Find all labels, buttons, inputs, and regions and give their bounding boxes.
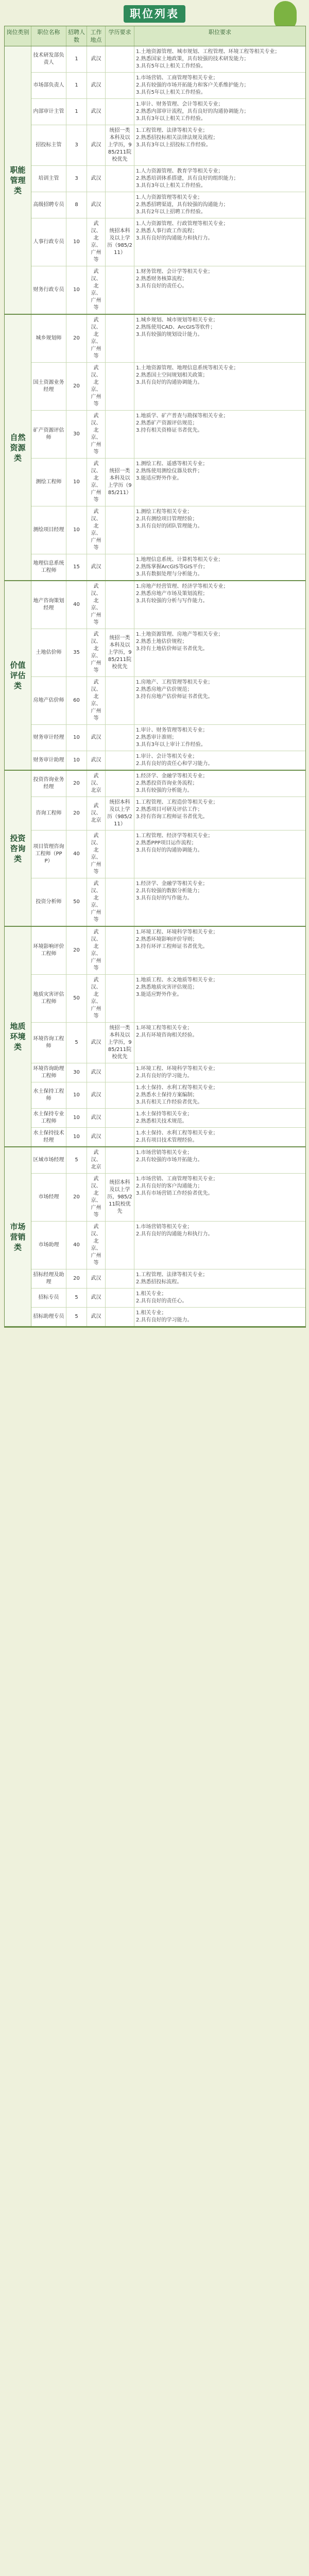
hire-count: 1 [66, 99, 87, 125]
work-location: 武汉、北京、广州等 [87, 1222, 106, 1269]
work-location: 武汉 [87, 725, 106, 751]
position-requirements: 1.环境工程、环境科学等相关专业； 2.具有良好的学习能力。 [136, 1066, 218, 1079]
table-row [31, 166, 305, 192]
education-requirement [106, 831, 134, 878]
hire-count: 8 [66, 192, 87, 218]
hire-count: 10 [66, 1082, 87, 1108]
hire-count: 10 [66, 459, 87, 506]
position-requirements: 1.水土保持、水利工程等相关专业； 2.熟悉水土保持方案编制； 3.具有相关工作经验者优先。 [136, 1085, 218, 1105]
education-requirement: 统招一类本科及以上学历，985/211院校优先 [106, 629, 134, 676]
work-location: 武汉、北京、广州等 [87, 975, 106, 1022]
table-row [31, 751, 305, 770]
position-requirements: 1.审计、财务管理、会计等相关专业； 2.熟悉内部审计流程，具有良好的沟通协调能力； 3.具有3年以上相关工作经验。 [136, 101, 249, 122]
work-location: 武汉、北京、广州等 [87, 831, 106, 878]
table-row [31, 725, 305, 751]
category-rows [31, 46, 305, 314]
hire-count: 1 [66, 46, 87, 72]
position-name: 国土资源业务经理 [31, 363, 66, 410]
work-location: 武汉、北京、广州等 [87, 878, 106, 926]
education-requirement: 统招一类本科及以上学历，985/211院校优先 [106, 125, 134, 165]
table-row [31, 1174, 305, 1222]
education-requirement [106, 1128, 134, 1146]
position-requirements: 1.工程管理、经济学等相关专业； 2.熟悉PPP项目运作流程； 3.具有良好的沟通协调能力。 [136, 833, 213, 853]
category-name: 投资咨询类 [5, 771, 31, 926]
table-row [31, 218, 305, 266]
position-name: 市场部负责人 [31, 73, 66, 98]
work-location: 武汉、北京、广州等 [87, 677, 106, 724]
position-name: 地质灾害评估工程师 [31, 975, 66, 1022]
category-rows [31, 581, 305, 770]
hire-count: 20 [66, 1174, 87, 1221]
position-name: 环境咨询助理工程师 [31, 1063, 66, 1082]
education-requirement [106, 73, 134, 98]
work-location: 武汉、北京、广州等 [87, 266, 106, 314]
position-name: 环境影响评价工程师 [31, 927, 66, 974]
position-name: 咨询工程师 [31, 797, 66, 830]
work-location: 武汉 [87, 73, 106, 98]
position-name: 水土保持工程师 [31, 1082, 66, 1108]
category-name: 价值评估类 [5, 581, 31, 770]
hire-count: 40 [66, 831, 87, 878]
table-row [31, 46, 305, 73]
table-row [31, 629, 305, 677]
education-requirement [106, 1147, 134, 1173]
position-requirements: 1.相关专业； 2.具有良好的学习能力。 [136, 1310, 193, 1323]
table-row [31, 1308, 305, 1326]
position-name: 测绘工程师 [31, 459, 66, 506]
table-row [31, 878, 305, 926]
hire-count: 40 [66, 1222, 87, 1269]
hire-count: 20 [66, 797, 87, 830]
hire-count: 20 [66, 315, 87, 362]
position-name: 市场助理 [31, 1222, 66, 1269]
table-row [31, 975, 305, 1023]
work-location: 武汉、北京、广州等 [87, 581, 106, 629]
category-group [5, 46, 305, 315]
table-row [31, 771, 305, 797]
table-row [31, 1289, 305, 1308]
position-requirements: 1.土地资源管理、地理信息系统等相关专业； 2.熟悉国土空间规划相关政策； 3.具有良好的沟通协调能力。 [136, 365, 239, 385]
position-requirements: 1.测绘工程、遥感等相关专业； 2.熟练使用测绘仪器及软件； 3.能适应野外作业。 [136, 461, 208, 481]
table-row [31, 192, 305, 218]
table-row [31, 831, 305, 878]
position-requirements: 1.经济学、金融学等相关专业； 2.熟悉投资咨询业务流程； 3.具有较强的分析能力。 [136, 773, 208, 793]
position-name: 房地产估价师 [31, 677, 66, 724]
table-row [31, 315, 305, 363]
hire-count: 1 [66, 73, 87, 98]
category-group [5, 1147, 305, 1327]
category-rows [31, 315, 305, 580]
position-requirements: 1.工程管理、工程造价等相关专业； 2.熟悉项目可研及评估工作； 3.持有咨询工程师证书者优先。 [136, 800, 218, 820]
position-requirements: 1.工程管理、法律等相关专业； 2.熟悉招投标流程。 [136, 1272, 208, 1285]
position-name: 市场经理 [31, 1174, 66, 1221]
category-name: 地质环境类 [5, 927, 31, 1146]
education-requirement [106, 771, 134, 796]
position-name: 财务审计助理 [31, 751, 66, 770]
education-requirement [106, 751, 134, 770]
hire-count: 10 [66, 751, 87, 770]
table-row [31, 99, 305, 125]
education-requirement [106, 677, 134, 724]
hire-count: 10 [66, 266, 87, 314]
education-requirement [106, 975, 134, 1022]
hire-count: 20 [66, 363, 87, 410]
education-requirement [106, 1063, 134, 1082]
position-name: 投资分析师 [31, 878, 66, 926]
table-row [31, 1222, 305, 1269]
column-header: 招聘人数 [66, 26, 87, 46]
column-header: 岗位类别 [5, 26, 31, 46]
position-name: 地产咨询策划经理 [31, 581, 66, 629]
table-row [31, 1063, 305, 1082]
table-row [31, 797, 305, 831]
position-requirements: 1.地质学、矿产普查与勘探等相关专业； 2.熟悉矿产资源评估规范； 3.持有相关资格证书者优先。 [136, 413, 229, 433]
position-requirements: 1.城乡规划、城市规划等相关专业； 2.熟练使用CAD、ArcGIS等软件； 3.具有较强的规划设计能力。 [136, 317, 218, 337]
education-requirement [106, 166, 134, 192]
table-row [31, 1023, 305, 1063]
position-name: 技术研发部负责人 [31, 46, 66, 72]
education-requirement [106, 1222, 134, 1269]
position-name: 培训主管 [31, 166, 66, 192]
position-requirements: 1.地质工程、水文地质等相关专业； 2.熟悉地质灾害评估规范； 3.能适应野外作业。 [136, 977, 218, 997]
education-requirement [106, 878, 134, 926]
education-requirement [106, 411, 134, 458]
work-location: 武汉、北京、广州等 [87, 459, 106, 506]
table-row [31, 363, 305, 411]
category-group [5, 315, 305, 581]
position-requirements: 1.土地资源管理、房地产等相关专业； 2.熟悉土地估价规程； 3.持有土地估价师证书者优先。 [136, 632, 224, 652]
position-requirements: 1.人力资源管理等相关专业； 2.熟悉招聘渠道，具有较强的沟通能力； 3.具有2年以上招聘工作经验。 [136, 195, 229, 215]
work-location: 武汉 [87, 1128, 106, 1146]
position-name: 城乡规划师 [31, 315, 66, 362]
hire-count: 10 [66, 218, 87, 266]
position-requirements: 1.地理信息系统、计算机等相关专业； 2.熟练掌握ArcGIS等GIS平台； 3.具有数据处理与分析能力。 [136, 557, 224, 577]
position-requirements: 1.人力资源管理、行政管理等相关专业； 2.熟悉人事行政工作流程； 3.具有良好的沟通能力和执行力。 [136, 221, 229, 241]
category-name: 市场营销类 [5, 1147, 31, 1326]
education-requirement [106, 315, 134, 362]
position-requirements: 1.房地产经营管理、经济学等相关专业； 2.熟悉房地产市场及策划流程； 3.具有较强的分析与写作能力。 [136, 584, 229, 604]
table-row [31, 266, 305, 314]
work-location: 武汉、北京、广州等 [87, 315, 106, 362]
hire-count: 5 [66, 1023, 87, 1063]
education-requirement: 统招一类本科及以上学历（985/211） [106, 459, 134, 506]
position-name: 招标专员 [31, 1289, 66, 1307]
position-name: 土地估价师 [31, 629, 66, 676]
position-requirements: 1.房地产、工程管理等相关专业； 2.熟悉房地产估价规范； 3.持有房地产估价师证书者优先。 [136, 680, 213, 700]
hire-count: 40 [66, 581, 87, 629]
education-requirement [106, 725, 134, 751]
hire-count: 10 [66, 506, 87, 554]
table-row [31, 1082, 305, 1109]
education-requirement [106, 46, 134, 72]
education-requirement [106, 581, 134, 629]
position-name: 环境咨询工程师 [31, 1023, 66, 1063]
hire-count: 50 [66, 878, 87, 926]
hire-count: 20 [66, 1269, 87, 1288]
education-requirement: 统招本科及以上学历，985/211院校优先 [106, 1174, 134, 1221]
work-location: 武汉 [87, 1082, 106, 1108]
work-location: 武汉 [87, 192, 106, 218]
position-name: 区域市场经理 [31, 1147, 66, 1173]
position-requirements: 1.审计、财务管理等相关专业； 2.熟悉审计准则； 3.具有3年以上审计工作经验。 [136, 727, 208, 748]
position-requirements: 1.环境工程等相关专业； 2.具有环境咨询相关经验。 [136, 1025, 198, 1038]
position-name: 人事行政专员 [31, 218, 66, 266]
position-requirements: 1.市场营销等相关专业； 2.具有良好的沟通能力和执行力。 [136, 1224, 213, 1237]
position-name: 水土保持专业工程师 [31, 1109, 66, 1127]
work-location: 武汉 [87, 554, 106, 580]
position-name: 水土保持技术经理 [31, 1128, 66, 1146]
hire-count: 10 [66, 1128, 87, 1146]
work-location: 武汉 [87, 125, 106, 165]
position-requirements: 1.市场营销等相关专业； 2.具有较强的市场开拓能力。 [136, 1150, 203, 1163]
work-location: 武汉、北京、广州等 [87, 411, 106, 458]
category-group [5, 771, 305, 927]
work-location: 武汉 [87, 166, 106, 192]
table-row [31, 581, 305, 629]
work-location: 武汉、北京、广州等 [87, 506, 106, 554]
table-row [31, 1109, 305, 1128]
position-requirements: 1.市场营销、工商管理等相关专业； 2.具有较强的市场开拓能力和客户关系维护能力； 3.具有5年以上相关工作经验。 [136, 75, 249, 95]
work-location: 武汉、北京、广州等 [87, 927, 106, 974]
hire-count: 60 [66, 677, 87, 724]
position-name: 投资咨询业务经理 [31, 771, 66, 796]
work-location: 武汉、北京、广州等 [87, 363, 106, 410]
category-name: 职能管理类 [5, 46, 31, 314]
category-rows [31, 771, 305, 926]
hire-count: 5 [66, 1289, 87, 1307]
position-name: 内部审计主管 [31, 99, 66, 125]
column-header: 职位要求 [209, 29, 231, 36]
education-requirement [106, 192, 134, 218]
work-location: 武汉 [87, 99, 106, 125]
page-title: 职位列表 [124, 5, 185, 23]
position-requirements: 1.人力资源管理、教育学等相关专业； 2.熟悉培训体系搭建，具有良好的组织能力； 3.具有3年以上相关工作经验。 [136, 168, 239, 189]
hire-count: 30 [66, 1063, 87, 1082]
education-requirement [106, 363, 134, 410]
position-name: 项目管理咨询工程师（PPP） [31, 831, 66, 878]
table-row [31, 554, 305, 580]
education-requirement: 统招一类本科及以上学历，985/211院校优先 [106, 1023, 134, 1063]
work-location: 武汉 [87, 751, 106, 770]
position-name: 财务审计经理 [31, 725, 66, 751]
category-group [5, 581, 305, 771]
education-requirement: 统招本科及以上学历（985/211） [106, 797, 134, 830]
table-row [31, 1128, 305, 1146]
work-location: 武汉 [87, 1063, 106, 1082]
education-requirement [106, 1109, 134, 1127]
work-location: 武汉 [87, 46, 106, 72]
position-requirements: 1.环境工程、环境科学等相关专业； 2.熟悉环境影响评价导则； 3.持有环评工程师证书者优先。 [136, 929, 218, 950]
table-row [31, 411, 305, 459]
hire-count: 20 [66, 927, 87, 974]
table-row [31, 677, 305, 725]
column-header: 职位名称 [31, 26, 66, 46]
hire-count: 10 [66, 725, 87, 751]
position-name: 高级招聘专员 [31, 192, 66, 218]
position-requirements: 1.水土保持等相关专业； 2.熟悉相关技术规范。 [136, 1111, 193, 1124]
hire-count: 3 [66, 125, 87, 165]
education-requirement: 统招本科及以上学历（985/211） [106, 218, 134, 266]
hire-count: 15 [66, 554, 87, 580]
table-row [31, 506, 305, 554]
position-requirements: 1.相关专业； 2.具有良好的责任心。 [136, 1291, 187, 1304]
position-requirements: 1.水土保持、水利工程等相关专业； 2.具有项目技术管理经验。 [136, 1130, 218, 1143]
position-name: 地理信息系统工程师 [31, 554, 66, 580]
work-location: 武汉、北京 [87, 1147, 106, 1173]
position-requirements: 1.土地资源管理、城市规划、工程管理、环境工程等相关专业； 2.熟悉国家土地政策，具有较强的技术研发能力； 3.具有5年以上相关工作经验。 [136, 49, 280, 69]
table-row [31, 73, 305, 99]
work-location: 武汉、北京、广州等 [87, 218, 106, 266]
education-requirement [106, 266, 134, 314]
position-name: 财务行政专员 [31, 266, 66, 314]
hire-count: 5 [66, 1308, 87, 1326]
position-name: 测绘项目经理 [31, 506, 66, 554]
position-requirements: 1.测绘工程等相关专业； 2.具有测绘项目管理经验； 3.具有良好的团队管理能力。 [136, 509, 203, 529]
position-name: 矿产资源评估师 [31, 411, 66, 458]
table-body [5, 46, 305, 1327]
work-location: 武汉 [87, 1023, 106, 1063]
position-name: 招标经理及助理 [31, 1269, 66, 1288]
table-row [31, 927, 305, 975]
work-location: 武汉 [87, 1269, 106, 1288]
table-row [31, 125, 305, 166]
category-name: 自然资源类 [5, 315, 31, 580]
hire-count: 35 [66, 629, 87, 676]
education-requirement [106, 554, 134, 580]
work-location: 武汉 [87, 1109, 106, 1127]
education-requirement [106, 1308, 134, 1326]
hire-count: 5 [66, 1147, 87, 1173]
job-table [4, 26, 306, 1328]
work-location: 武汉、北京 [87, 771, 106, 796]
hire-count: 3 [66, 166, 87, 192]
work-location: 武汉 [87, 1289, 106, 1307]
table-row [31, 1269, 305, 1289]
work-location: 武汉、北京、广州等 [87, 629, 106, 676]
education-requirement [106, 1289, 134, 1307]
table-row [31, 1147, 305, 1174]
category-rows [31, 1147, 305, 1326]
position-requirements: 1.工程管理、法律等相关专业； 2.熟悉招投标相关法律法规及流程； 3.具有3年以上招投标工作经验。 [136, 128, 218, 148]
hire-count: 10 [66, 1109, 87, 1127]
column-header: 工作地点 [87, 26, 106, 46]
position-requirements: 1.财务管理、会计学等相关专业； 2.熟悉财务核算流程； 3.具有良好的责任心。 [136, 269, 213, 289]
hire-count: 50 [66, 975, 87, 1022]
education-requirement [106, 506, 134, 554]
category-rows [31, 927, 305, 1146]
position-name: 招投标主管 [31, 125, 66, 165]
column-header: 学历要求 [106, 26, 134, 46]
table-row [31, 459, 305, 506]
category-group [5, 927, 305, 1147]
education-requirement [106, 927, 134, 974]
hire-count: 20 [66, 771, 87, 796]
work-location: 武汉、北京、广州等 [87, 1174, 106, 1221]
work-location: 武汉、北京 [87, 797, 106, 830]
education-requirement [106, 1269, 134, 1288]
education-requirement [106, 99, 134, 125]
position-requirements: 1.经济学、金融学等相关专业； 2.具有较强的数据分析能力； 3.具有良好的写作能力。 [136, 881, 208, 901]
education-requirement [106, 1082, 134, 1108]
position-requirements: 1.审计、会计等相关专业； 2.具有良好的责任心和学习能力。 [136, 754, 213, 767]
position-requirements: 1.市场营销、工商管理等相关专业； 2.具有良好的客户沟通能力； 3.具有市场营销工作经验者优先。 [136, 1176, 218, 1196]
position-name: 招标助理专员 [31, 1308, 66, 1326]
work-location: 武汉 [87, 1308, 106, 1326]
table-header [5, 26, 305, 46]
hire-count: 30 [66, 411, 87, 458]
